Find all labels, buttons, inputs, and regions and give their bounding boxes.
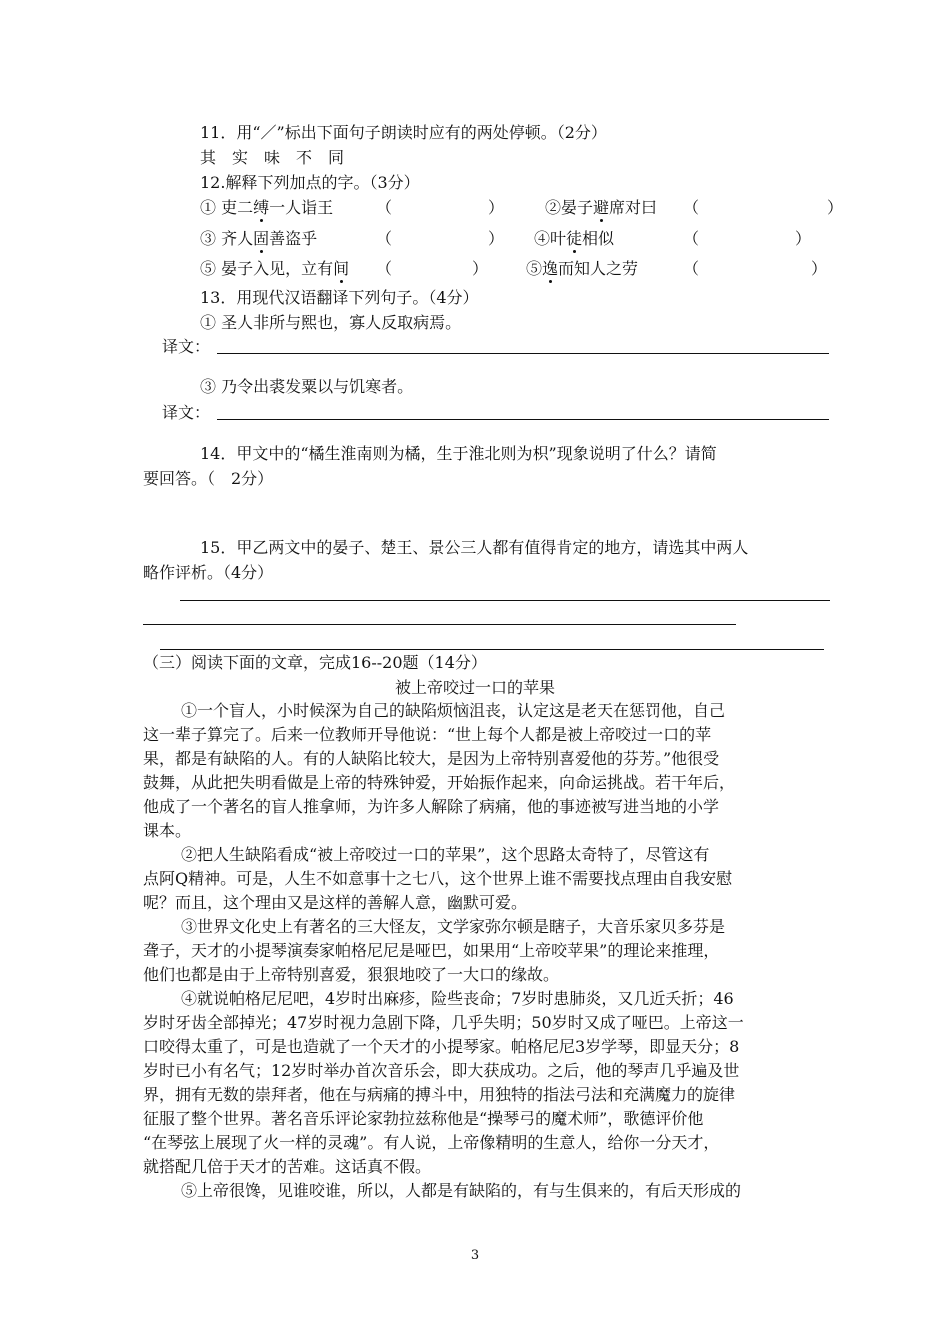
paragraph-line: 岁时牙齿全部掉光；47岁时视力急剧下降，几乎失明；50岁时又成了哑巴。上帝这一 [143, 1013, 744, 1032]
q12-answer-blank-6[interactable]: （ ） [683, 259, 828, 278]
q15-question-line-1: 15．甲乙两文中的晏子、楚王、景公三人都有值得肯定的地方，请选其中两人 [200, 538, 749, 557]
q14-question-line-2: 要回答。（ 2分） [143, 469, 274, 488]
q15-question-line-2: 略作评析。（4分） [143, 563, 274, 582]
q12-answer-blank-5[interactable]: （ ） [376, 259, 489, 278]
q12-item-1: ① 吏二缚一人诣王 [200, 198, 334, 217]
q12-answer-blank-3[interactable]: （ ） [376, 229, 505, 248]
paragraph-line: 这一辈子算完了。后来一位教师开导他说：“世上每个人都是被上帝咬过一口的苹 [143, 725, 712, 744]
q15-answer-line-1[interactable] [180, 600, 830, 601]
q11-instruction: 11．用“／”标出下面句子朗读时应有的两处停顿。（2分） [200, 123, 607, 142]
q12-item-6: ⑤逸而知人之劳 [526, 259, 639, 278]
q12-item-3: ③ 齐人固善盗乎 [200, 229, 318, 248]
q12-item-4: ④叶徒相似 [534, 229, 615, 248]
paragraph-line: 聋子，天才的小提琴演奏家帕格尼尼是哑巴，如果用“上帝咬苹果”的理论来推理， [143, 941, 720, 960]
q12-answer-blank-4[interactable]: （ ） [683, 229, 812, 248]
q12-item-2: ②晏子避席对曰 [545, 198, 658, 217]
q12-answer-blank-2[interactable]: （ ） [683, 198, 844, 217]
paragraph-line: 岁时已小有名气；12岁时举办首次音乐会，即大获成功。之后，他的琴声几乎遍及世 [143, 1061, 740, 1080]
paragraph-line: ②把人生缺陷看成“被上帝咬过一口的苹果”，这个思路太奇特了，尽管这有 [181, 845, 710, 864]
q12-instruction: 12.解释下列加点的字。（3分） [200, 173, 420, 192]
q15-answer-line-2[interactable] [143, 624, 736, 625]
paragraph-line: 课本。 [143, 821, 192, 840]
paragraph-line: 他成了一个著名的盲人推拿师，为许多人解除了病痛，他的事迹被写进当地的小学 [143, 797, 720, 816]
paragraph-line: 界，拥有无数的崇拜者，他在与病痛的搏斗中，用独特的指法弓法和充满魔力的旋律 [143, 1085, 736, 1104]
page-number: 3 [470, 1248, 480, 1263]
q12-answer-blank-1[interactable]: （ ） [376, 198, 505, 217]
paragraph-line: ④就说帕格尼尼吧，4岁时出麻疹，险些丧命；7岁时患肺炎，又几近夭折；46 [181, 989, 734, 1008]
paragraph-line: ③世界文化史上有著名的三大怪友，文学家弥尔顿是瞎子，大音乐家贝多芬是 [181, 917, 726, 936]
paragraph-line: 点阿Q精神。可是，人生不如意事十之七八，这个世界上谁不需要找点理由自我安慰 [143, 869, 733, 888]
q13-sentence-1: ① 圣人非所与熙也，寡人反取病焉。 [200, 313, 462, 332]
q13-translation-line-2[interactable] [217, 419, 829, 420]
q13-translation-label-1: 译文： [162, 337, 211, 356]
paragraph-line: 征服了整个世界。著名音乐评论家勃拉兹称他是“操琴弓的魔术师”，歌德评价他 [143, 1109, 704, 1128]
q13-instruction: 13．用现代汉语翻译下列句子。（4分） [200, 288, 479, 307]
q13-translation-line-1[interactable] [217, 353, 829, 354]
paragraph-line: “在琴弦上展现了火一样的灵魂”。有人说，上帝像精明的生意人，给你一分天才， [143, 1133, 720, 1152]
paragraph-line: 他们也都是由于上帝特别喜爱，狠狠地咬了一大口的缘故。 [143, 965, 560, 984]
paragraph-line: ①一个盲人，小时候深为自己的缺陷烦恼沮丧，认定这是老天在惩罚他，自己 [181, 701, 726, 720]
q12-item-5: ⑤ 晏子入见，立有间 [200, 259, 350, 278]
paragraph-line: 鼓舞，从此把失明看做是上帝的特殊钟爱，开始振作起来，向命运挑战。若干年后， [143, 773, 736, 792]
section-3-heading: （三）阅读下面的文章，完成16--20题（14分） [143, 653, 487, 672]
paragraph-line: 口咬得太重了，可是也造就了一个天才的小提琴家。帕格尼尼3岁学琴，即显天分；8 [143, 1037, 740, 1056]
q13-translation-label-2: 译文： [162, 403, 211, 422]
q14-question-line-1: 14．甲文中的“橘生淮南则为橘，生于淮北则为枳”现象说明了什么？请简 [200, 444, 717, 463]
article-title: 被上帝咬过一口的苹果 [394, 678, 555, 697]
paragraph-line: 果，都是有缺陷的人。有的人缺陷比较大，是因为上帝特别喜爱他的芬芳。”他很受 [143, 749, 720, 768]
q11-sentence: 其 实 味 不 同 [200, 148, 345, 167]
q15-answer-line-3[interactable] [160, 649, 824, 650]
paragraph-line: ⑤上帝很馋，见谁咬谁，所以，人都是有缺陷的，有与生俱来的，有后天形成的 [181, 1181, 742, 1200]
paragraph-line: 就搭配几倍于天才的苦难。这话真不假。 [143, 1157, 432, 1176]
paragraph-line: 呢？而且，这个理由又是这样的善解人意，幽默可爱。 [143, 893, 528, 912]
q13-sentence-2: ③ 乃令出裘发粟以与饥寒者。 [200, 377, 414, 396]
